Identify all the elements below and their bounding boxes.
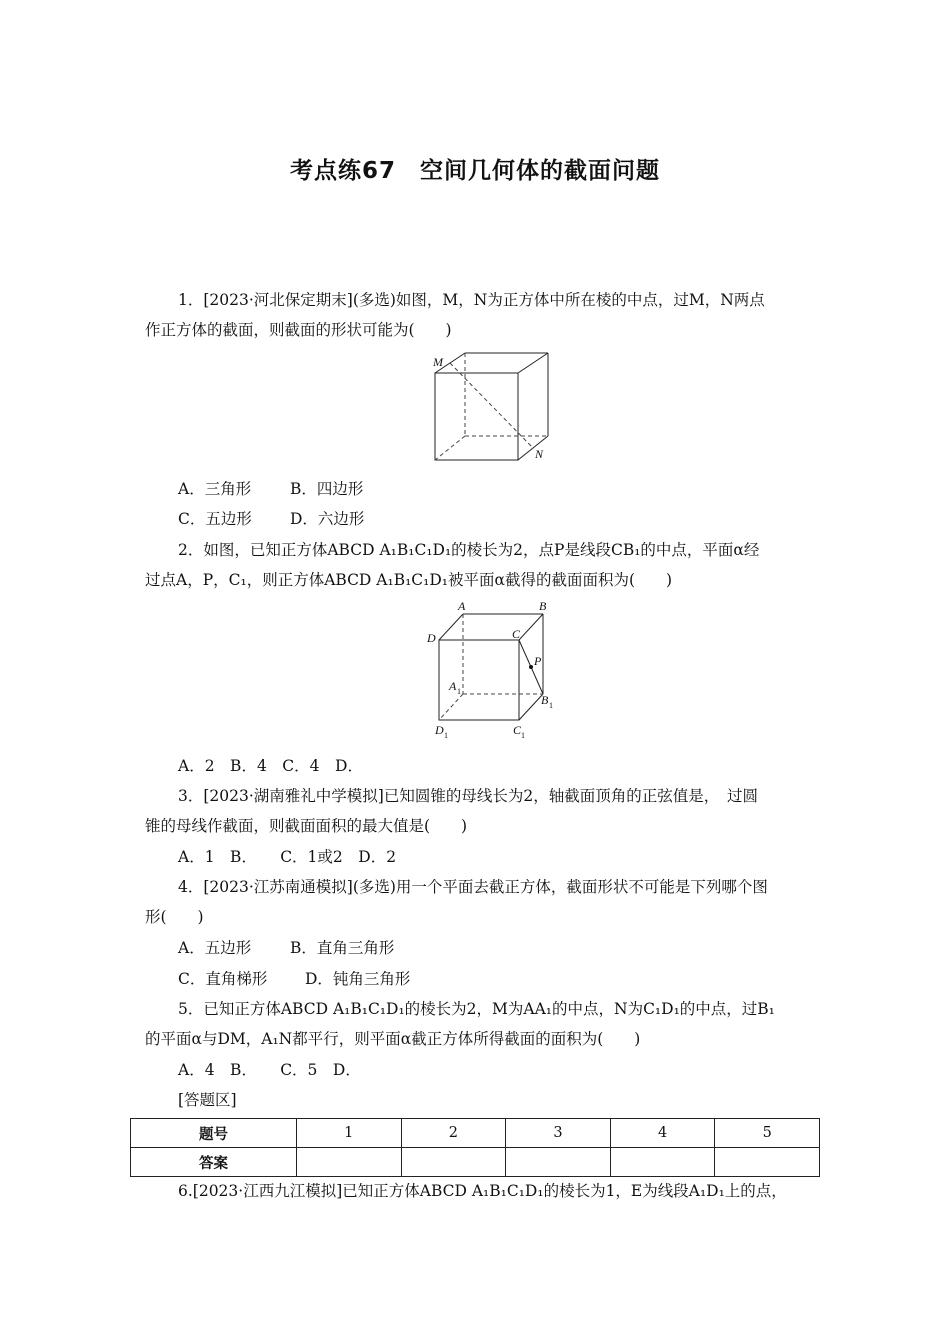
q2-label-a1: A <box>449 679 457 693</box>
answer-table <box>130 1118 820 1177</box>
q2-point-p <box>529 665 533 669</box>
q2-label-a1-sub: 1 <box>457 687 461 696</box>
question-number-cell: 1 <box>297 1119 402 1148</box>
q4-option-a[interactable]: A．五边形 <box>178 939 252 957</box>
q1-option-b[interactable]: B．四边形 <box>290 480 364 498</box>
answer-cell[interactable] <box>401 1148 506 1177</box>
q5-line-2: 的平面α与DM，A₁N都平行，则平面α截正方体所得截面的面积为( ) <box>145 1030 641 1048</box>
q1-label-n: N <box>535 447 544 461</box>
q4-option-b[interactable]: B．直角三角形 <box>290 939 395 957</box>
q1-line-2: 作正方体的截面，则截面的形状可能为( ) <box>145 321 452 339</box>
q2-line-2: 过点A，P，C₁，则正方体ABCD A₁B₁C₁D₁被平面α截得的截面面积为( ) <box>145 571 673 589</box>
q1-option-a[interactable]: A．三角形 <box>178 480 252 498</box>
q2-label-b1: B <box>541 693 549 707</box>
q2-label-a: A <box>458 599 466 613</box>
q2-label-b1-sub: 1 <box>549 701 553 710</box>
answer-table-header-row <box>131 1119 820 1148</box>
q6-line-1: 6.[2023·江西九江模拟]已知正方体ABCD A₁B₁C₁D₁的棱长为1，E为线段A₁D₁上的点， <box>178 1182 787 1200</box>
q2-cube-figure <box>423 598 568 744</box>
answer-table-answer-row <box>131 1148 820 1177</box>
answer-cell[interactable] <box>506 1148 611 1177</box>
q2-label-d: D <box>427 631 436 645</box>
answer-cell[interactable] <box>715 1148 820 1177</box>
q5-options[interactable]: A．4 B． C．5 D． <box>178 1061 361 1079</box>
answer-cell[interactable] <box>297 1148 402 1177</box>
q3-line-2: 锥的母线作截面，则截面面积的最大值是( ) <box>145 817 468 835</box>
question-number-cell: 3 <box>506 1119 611 1148</box>
q4-option-d[interactable]: D．钝角三角形 <box>305 970 411 988</box>
q2-line-1: 2．如图，已知正方体ABCD A₁B₁C₁D₁的棱长为2，点P是线段CB₁的中点，平面α经 <box>178 541 760 559</box>
answer-cell[interactable] <box>610 1148 715 1177</box>
q1-line-1: 1．[2023·河北保定期末](多选)如图，M，N为正方体中所在棱的中点，过M，N两点 <box>178 291 765 309</box>
q5-line-1: 5．已知正方体ABCD A₁B₁C₁D₁的棱长为2，M为AA₁的中点，N为C₁D₁的中点，过B₁ <box>178 1000 775 1018</box>
q4-option-c[interactable]: C．直角梯形 <box>178 970 268 988</box>
q2-label-c: C <box>512 627 521 641</box>
q4-line-2: 形( ) <box>145 908 204 926</box>
q2-label-d1: D <box>435 723 444 737</box>
q2-label-c1: C <box>513 723 522 737</box>
q2-label-b: B <box>539 599 547 613</box>
q1-option-d[interactable]: D．六边形 <box>290 510 365 528</box>
answer-area-label: [答题区] <box>178 1091 237 1109</box>
q2-options[interactable]: A．2 B．4 C．4 D． <box>178 757 363 775</box>
q2-label-d1-sub: 1 <box>444 731 448 740</box>
q1-label-m: M <box>433 355 443 369</box>
question-number-cell: 2 <box>401 1119 506 1148</box>
q1-option-c[interactable]: C．五边形 <box>178 510 252 528</box>
question-number-cell: 4 <box>610 1119 715 1148</box>
question-number-header: 题号 <box>131 1119 297 1148</box>
q2-label-p: P <box>534 654 542 668</box>
answer-header: 答案 <box>131 1148 297 1177</box>
q2-label-c1-sub: 1 <box>521 731 525 740</box>
q4-line-1: 4．[2023·江苏南通模拟](多选)用一个平面去截正方体，截面形状不可能是下列哪个图 <box>178 878 768 896</box>
page-title: 考点练67 空间几何体的截面问题 <box>289 158 660 184</box>
q3-options[interactable]: A．1 B． C．1或2 D．2 <box>178 848 397 866</box>
q1-cube-figure <box>425 348 560 470</box>
question-number-cell: 5 <box>715 1119 820 1148</box>
q3-line-1: 3．[2023·湖南雅礼中学模拟]已知圆锥的母线长为2，轴截面顶角的正弦值是， 过圆 <box>178 787 758 805</box>
